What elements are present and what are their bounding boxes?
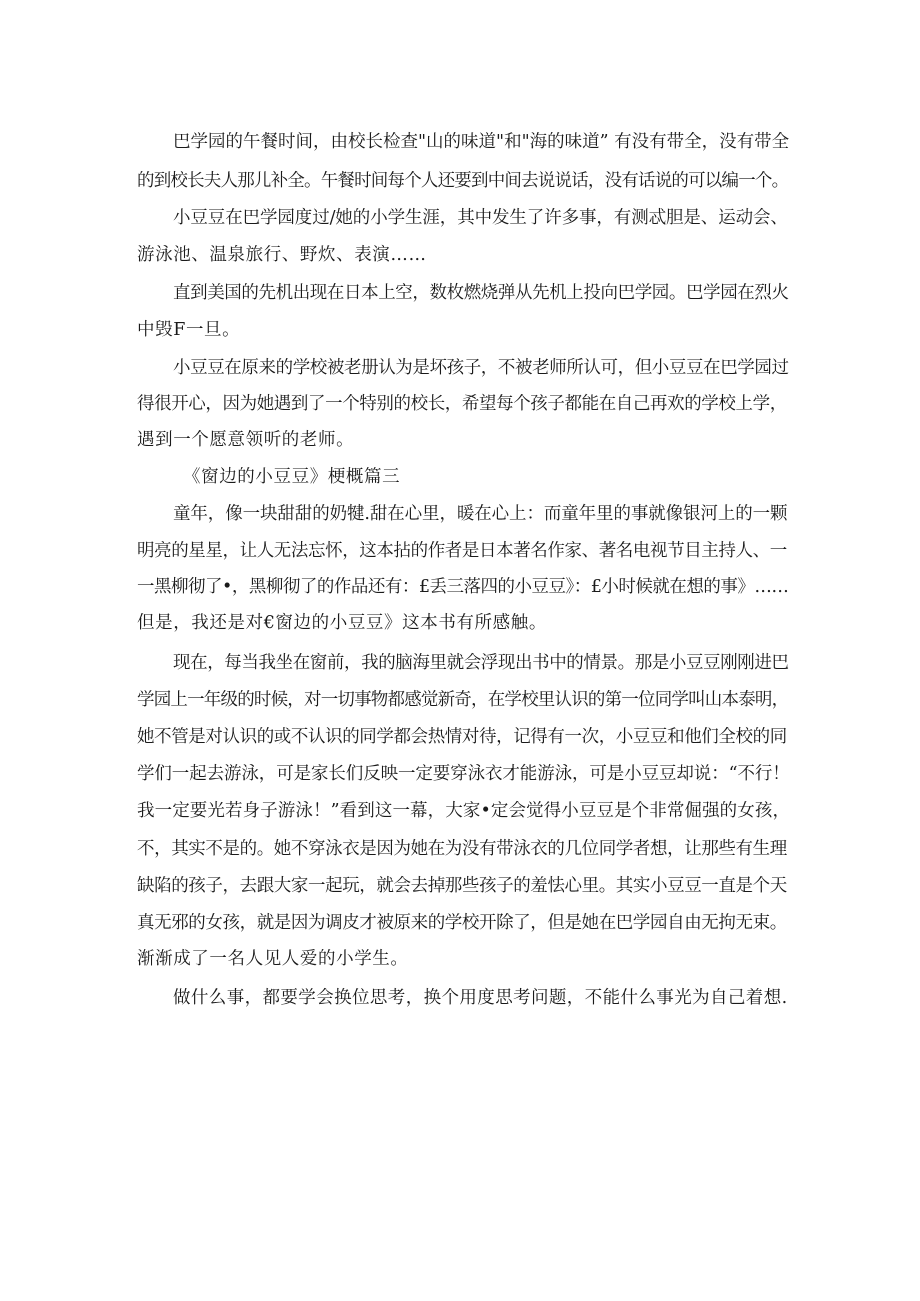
- paragraph-1-line-1: 巴学园的午餐时间，由校长检查"山的味道"和"海的味道” 有没有带全，没有带全: [173, 132, 790, 152]
- paragraph-4-line-3: 遇到一个愿意领听的老师。: [137, 430, 355, 450]
- paragraph-6-line-6: 不，其实不是的。她不穿泳衣是因为她在为没有带泳衣的几位同学者想，让那些有生理: [137, 839, 787, 859]
- paragraph-6-line-5: 我一定要光若身子游泳！”看到这一幕，大家•定会觉得小豆豆是个非常倔强的女孩，: [137, 801, 791, 821]
- paragraph-3-line-1: 直到美国的先机出现在日本上空，数枚燃烧弹从先机上投向巴学园。巴学园在烈火: [173, 283, 789, 303]
- paragraph-5-line-3: 一黑柳彻了•，黑柳彻了的作品还有：£丢三落四的小豆豆》：£小时候就在想的事》……: [137, 577, 789, 597]
- paragraph-3-line-2: 中毁F一旦。: [137, 320, 241, 340]
- paragraph-6-line-2: 学园上一年级的时候，对一切事物都感觉新奇，在学校里认识的第一位同学叫山本泰明，: [137, 690, 789, 710]
- paragraph-1-line-2: 的到校长夫人那儿补全。午餐时间每个人还要到中间去说说话，没有话说的可以编一个。: [137, 171, 789, 191]
- paragraph-6-line-4: 学们一起去游泳，可是家长们反映一定要穿泳衣才能游泳，可是小豆豆却说：“不行！: [137, 764, 790, 784]
- paragraph-2-line-1: 小豆豆在巴学园度过/她的小学生涯，其中发生了许多事，有测忒胆是、运动会、: [173, 208, 788, 228]
- paragraph-5-line-2: 明亮的星星，让人无法忘怀，这本拈的作者是日本著名作家、著名电视节目主持人、一: [137, 541, 787, 561]
- paragraph-2-line-2: 游泳池、温泉旅行、野炊、表演……: [137, 245, 427, 265]
- paragraph-6-line-9: 渐渐成了一名人见人爱的小学生。: [137, 949, 409, 969]
- paragraph-5-line-4: 但是，我还是对€窗边的小豆豆》这本书有所感触。: [137, 613, 547, 633]
- paragraph-7-line-1: 做什么事，都要学会换位思考，换个用度思考问题，不能什么事光为自己着想.: [173, 988, 788, 1008]
- paragraph-6-line-8: 真无邪的女孩，就是因为调皮才被原来的学校开除了，但是她在巴学园自由无拘无束。: [137, 913, 787, 933]
- paragraph-6-line-1: 现在，每当我坐在窗前，我的脑海里就会浮现出书中的情景。那是小豆豆刚刚进巴: [173, 653, 789, 673]
- paragraph-6-line-7: 缺陷的孩子，去跟大家一起玩，就会去掉那些孩子的羞怯心里。其实小豆豆一直是个天: [137, 876, 787, 896]
- paragraph-4-line-1: 小豆豆在原来的学校被老册认为是坏孩子，不被老师所认可，但小豆豆在巴学园过: [173, 358, 789, 378]
- paragraph-5-line-1: 童年，像一块甜甜的奶犍.甜在心里，暖在心上：而童年里的事就像银河上的一颗: [173, 504, 788, 524]
- paragraph-6-line-3: 她不管是对认识的或不认识的同学都会热情对待，记得有一次，小豆豆和他们全校的同: [137, 727, 787, 747]
- paragraph-4-line-2: 得很开心，因为她遇到了一个特别的校长，希望每个孩子都能在自己再欢的学校上学，: [137, 394, 787, 414]
- section-heading: 《窗边的小豆豆》梗概篇三: [183, 467, 401, 487]
